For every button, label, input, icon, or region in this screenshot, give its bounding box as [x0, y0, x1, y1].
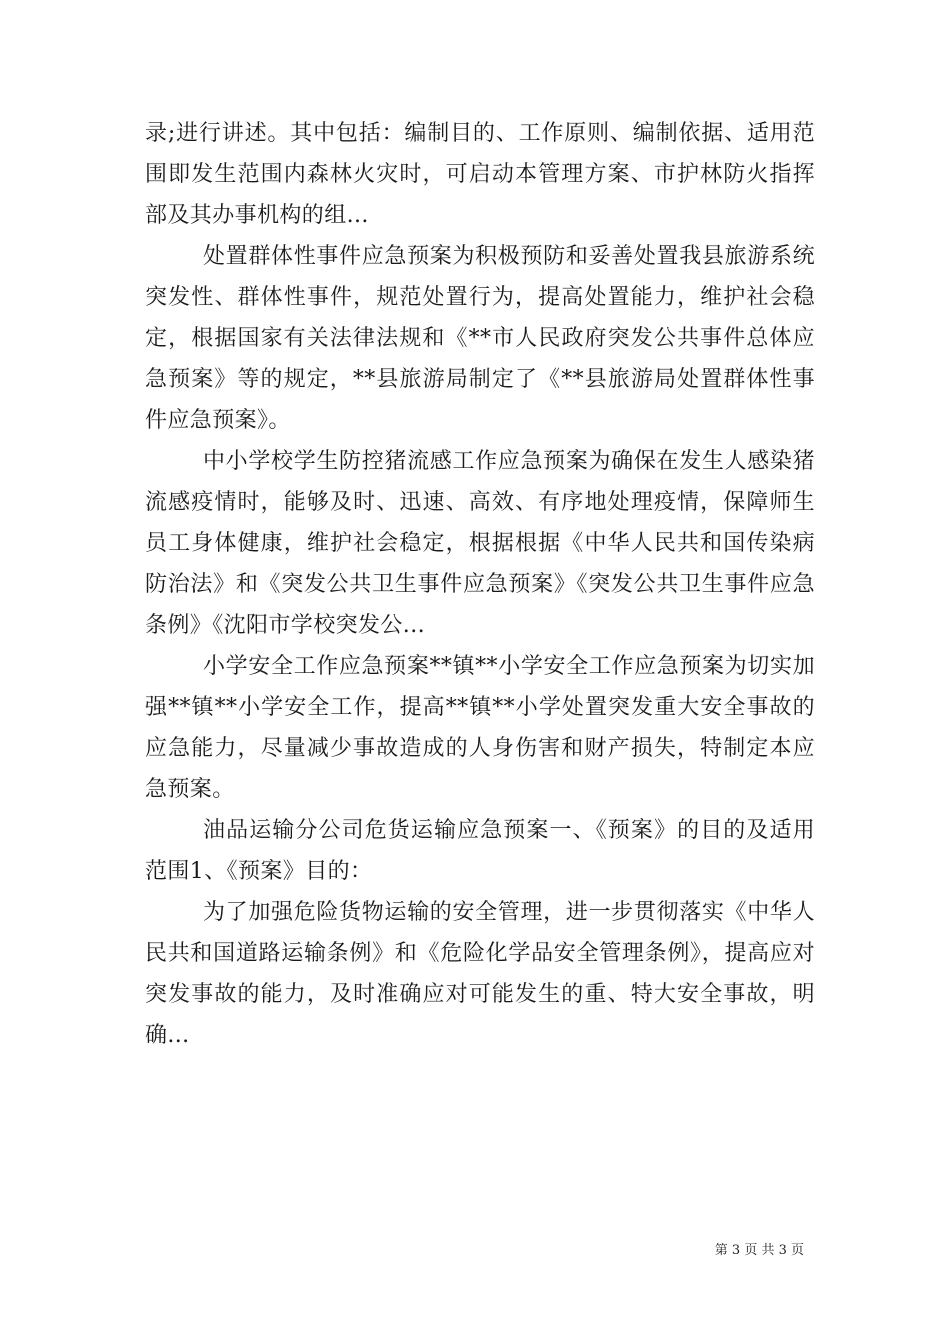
paragraph-school-safety-plan: 小学安全工作应急预案**镇**小学安全工作应急预案为切实加强**镇**小学安全工作，提高**镇**小学处置突发重大安全事故的应急能力，尽量减少事故造成的人身伤害和财产损失，特制定本应急预案。	[145, 654, 815, 802]
paragraph-hazardous-goods: 为了加强危险货物运输的安全管理，进一步贯彻落实《中华人民共和国道路运输条例》和《危险化学品安全管理条例》，提高应对突发事故的能力，及时准确应对可能发生的重、特大安全事故，明确...	[145, 900, 815, 1048]
paragraph-group-incident-plan: 处置群体性事件应急预案为积极预防和妥善处置我县旅游系统突发性、群体性事件，规范处置行为，提高处置能力，维护社会稳定，根据国家有关法律法规和《**市人民政府突发公共事件总体应急预案》等的规定，**县旅游局制定了《**县旅游局处置群体性事件应急预案》。	[145, 244, 815, 433]
document-body	[145, 113, 815, 1056]
page-number-footer: 第 3 页 共 3 页	[714, 1243, 804, 1258]
paragraph-oil-transport-plan: 油品运输分公司危货运输应急预案一、《预案》的目的及适用范围1、《预案》目的：	[145, 818, 815, 884]
paragraph-continuation: 录;进行讲述。其中包括：编制目的、工作原则、编制依据、适用范围即发生范围内森林火灾时，可启动本管理方案、市护林防火指挥部及其办事机构的组...	[145, 121, 815, 228]
paragraph-swine-flu-plan: 中小学校学生防控猪流感工作应急预案为确保在发生人感染猪流感疫情时，能够及时、迅速、高效、有序地处理疫情，保障师生员工身体健康，维护社会稳定，根据根据《中华人民共和国传染病防治法》和《突发公共卫生事件应急预案》《突发公共卫生事件应急条例》《沈阳市学校突发公...	[145, 449, 815, 638]
